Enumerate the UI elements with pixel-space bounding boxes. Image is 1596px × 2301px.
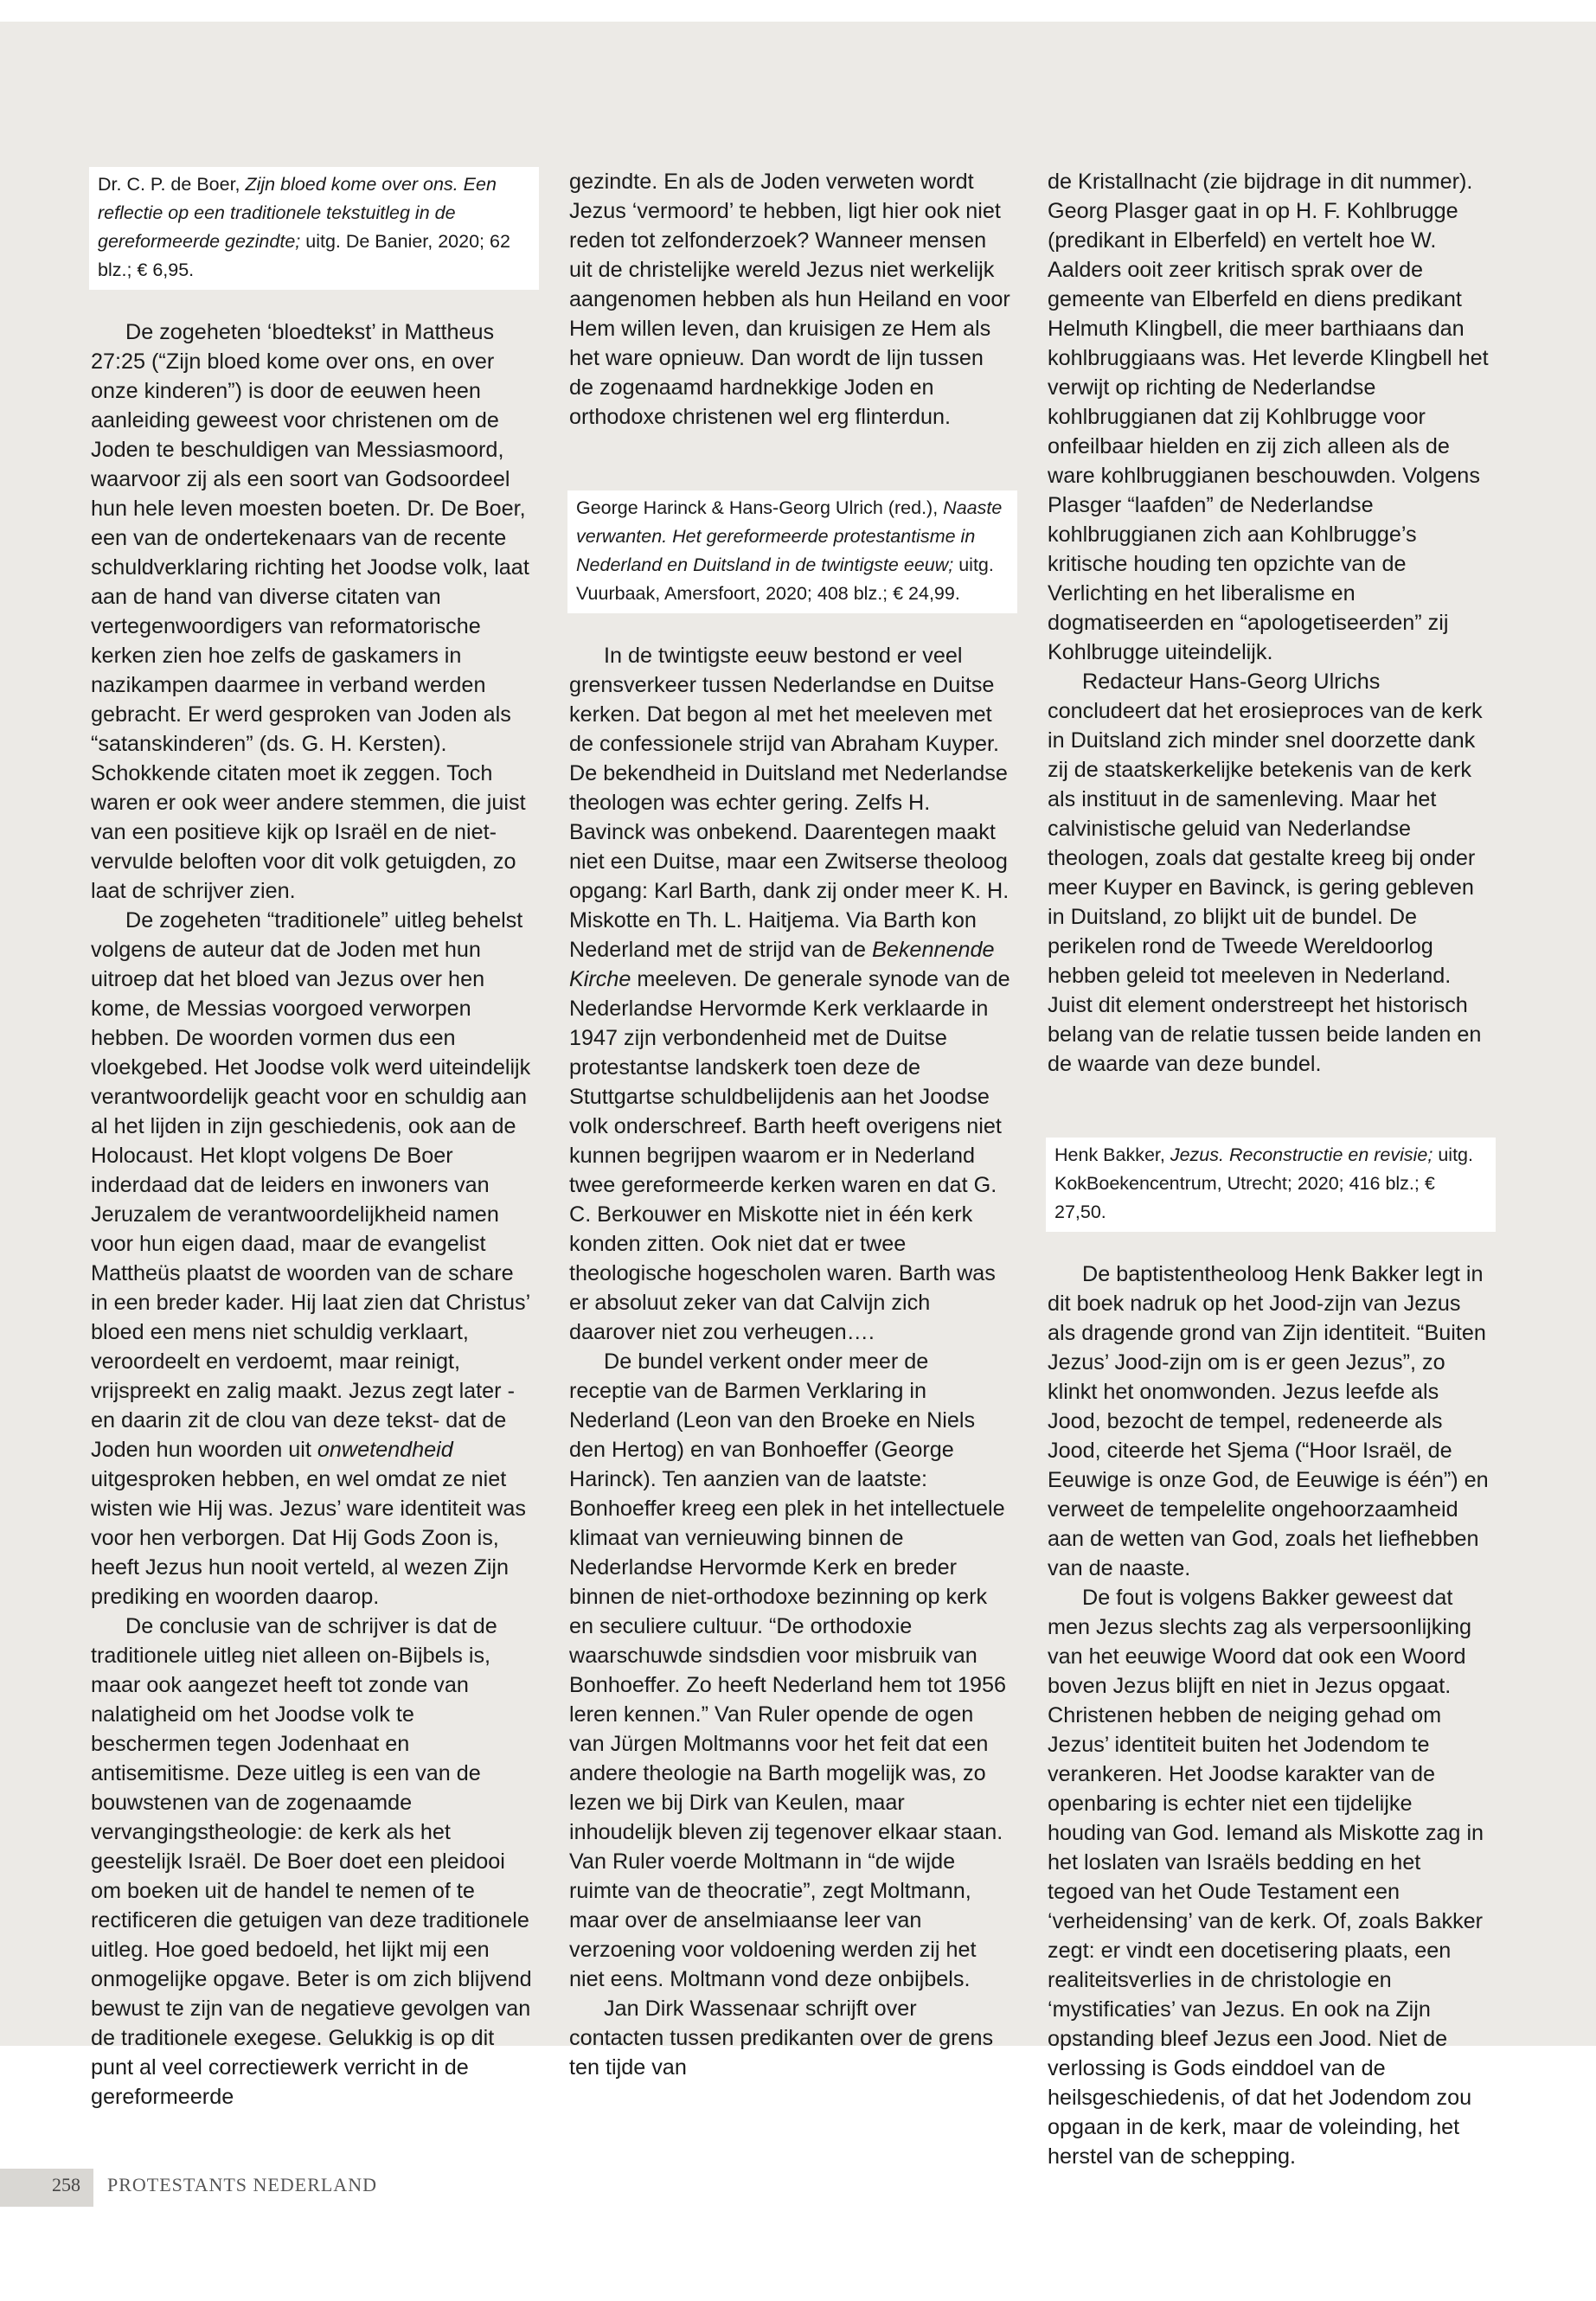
book-reference-box-1 (89, 167, 539, 290)
paragraph: De conclusie van de schrijver is dat de traditionele uitleg niet alleen on-Bijbels is, maar ook aangezet heeft tot zonde van nalatigheid om het Joodse volk te beschermen tegen Jodenhaat en antisemitisme. Deze uitleg is een van de bouwstenen van de zogenaamde vervangingstheologie: de kerk als het geestelijk Israël. De Boer doet een pleidooi om boeken uit de handel te nemen of te rectificeren die getuigen van deze traditionele uitleg. Hoe goed bedoeld, het lijkt mij een onmogelijke opgave. Beter is om zich blijvend bewust te zijn van de negatieve gevolgen van de traditionele exegese. Gelukkig is op dit punt al veel correctiewerk verricht in de gereformeerde (91, 1614, 532, 2109)
column-1 (91, 167, 532, 2112)
book-details: uitg. Vuurbaak, Amersfoort, 2020; 408 blz.; € 24,99. (576, 554, 994, 604)
book-title: Jezus. Reconstructie en revisie; (1170, 1144, 1433, 1165)
paragraph: De fout is volgens Bakker geweest dat men Jezus slechts zag als verpersoonlijking van het eeuwige Woord dat ook een Woord boven Jezus blijft en niet in Jezus opgaat. Christenen hebben de neiging gehad om Jezus’ identiteit buiten het Jodendom te verankeren. Het Joodse karakter van de openbaring is echter niet een tijdelijke houding van God. Iemand als Miskotte zag in het loslaten van Israëls bedding en het tegoed van het Oude Testament een ‘verheidensing’ van de kerk. Of, zoals Bakker zegt: er vindt een docetisering plaats, een realiteitsverlies in de christologie en ‘mystificaties’ van Jezus. En ook na Zijn opstanding bleef Jezus een Jood. Niet de verlossing is Gods einddoel van de heilsgeschiedenis, of dat het Jodendom zou opgaan in de kerk, maar de voleinding, het herstel van de schepping. (1048, 1586, 1484, 2169)
book-title: Zijn bloed kome over ons. Een reflectie op een traditionele tekstuitleg in de gereformeerde gezindte; (98, 174, 497, 252)
paragraph: De zogeheten ‘bloedtekst’ in Mattheus 27:25 (“Zijn bloed kome over ons, en over onze kinderen”) is door de eeuwen heen aanleiding geweest voor christenen om de Joden te beschuldigen van Messiasmoord, waarvoor zij als een soort van Godsoordeel hun hele leven moesten boeten. Dr. De Boer, een van de ondertekenaars van de recente schuldverklaring richting het Joodse volk, laat aan de hand van diverse citaten van vertegenwoordigers van reformatorische kerken zien hoe zelfs de gaskamers in nazikampen daarmee in verband werden gebracht. Er werd gesproken van Joden als “satanskinderen” (ds. G. H. Kersten). Schokkende citaten moet ik zeggen. Toch waren er ook weer andere stemmen, die juist van een positieve kijk op Israël en de niet-vervulde beloften voor dit volk getuigden, zo laat de schrijver zien. (91, 320, 529, 903)
book-title: Naaste verwanten. Het gereformeerde protestantisme in Nederland en Duitsland in de twintigste eeuw; (576, 497, 1003, 575)
column-2 (569, 167, 1010, 2082)
journal-name: PROTESTANTS NEDERLAND (107, 2174, 377, 2195)
column-3 (1048, 167, 1489, 2171)
page-number: 258 (52, 2174, 80, 2195)
book-author: George Harinck & Hans-Georg Ulrich (red.), (576, 497, 944, 518)
book-details: uitg. De Banier, 2020; 62 blz.; € 6,95. (98, 231, 510, 280)
paragraph: De baptistentheoloog Henk Bakker legt in dit boek nadruk op het Jood-zijn van Jezus als dragende grond van Zijn identiteit. “Buiten Jezus’ Jood-zijn om is er geen Jezus”, zo klinkt het onomwonden. Jezus leefde als Jood, bezocht de tempel, redeneerde als Jood, citeerde het Sjema (“Hoor Israël, de Eeuwige is onze God, de Eeuwige is één”) en verweet de tempelelite ongehoorzaamheid aan de wetten van God, zoals het liefhebben van de naaste. (1048, 1262, 1489, 1580)
paragraph: Jan Dirk Wassenaar schrijft over contacten tussen predikanten over de grens ten tijde van (569, 1997, 994, 2080)
book-reference-box-3 (1046, 1138, 1496, 1232)
book-details: uitg. KokBoekencentrum, Utrecht; 2020; 416 blz.; € 27,50. (1054, 1144, 1473, 1222)
paragraph: De bundel verkent onder meer de receptie van de Barmen Verklaring in Nederland (Leon van den Broeke en Niels den Hertog) en van Bonhoeffer (George Harinck). Ten aanzien van de laatste: Bonhoeffer kreeg een plek in het intellectuele klimaat van vernieuwing binnen de Nederlandse Hervormde Kerk en breder binnen de niet-orthodoxe bezinning op kerk en seculiere cultuur. “De orthodoxie waarschuwde sindsdien voor misbruik van Bonhoeffer. Zo heeft Nederland hem tot 1956 leren kennen.” Van Ruler opende de ogen van Jürgen Moltmanns voor het feit dat een andere theologie na Barth mogelijk was, zo lezen we bij Dirk van Keulen, maar inhoudelijk bleven zij tegenover elkaar staan. Van Ruler voerde Moltmann in “de wijde ruimte van de theocratie”, zegt Moltmann, maar over de anselmiaanse leer van verzoening voor voldoening werden zij het niet eens. Moltmann vond deze onbijbels. (569, 1349, 1007, 1991)
paragraph: In de twintigste eeuw bestond er veel grensverkeer tussen Nederlandse en Duitse kerken. Dat begon al met het meeleven met de confessionele strijd van Abraham Kuyper. De bekendheid in Duitsland met Nederlandse theologen was echter gering. Zelfs H. Bavinck was onbekend. Daarentegen maakt niet een Duitse, maar een Zwitserse theoloog opgang: Karl Barth, dank zij onder meer K. H. Miskotte en Th. L. Haitjema. Via Barth kon Nederland met de strijd van de Bekennende Kirche meeleven. De generale synode van de Nederlandse Hervormde Kerk verklaarde in 1947 zijn verbondenheid met de Duitse protestantse landskerk toen deze de Stuttgartse schuldbelijdenis aan het Joodse volk onderschreef. Barth heeft overigens niet kunnen begrijpen waarom er in Nederland twee gereformeerde kerken waren en dat G. C. Berkouwer en Miskotte niet in één kerk konden zitten. Ook niet dat er twee theologische hogescholen waren. Barth was er absoluut zeker van dat Calvijn zich daarover niet zou verheugen…. (569, 644, 1010, 1344)
paragraph: Redacteur Hans-Georg Ulrichs concludeert dat het erosieproces van de kerk in Duitsland zich minder snel doorzette dank zij de staatskerkelijke betekenis van de kerk als instituut in de samenleving. Maar het calvinistische geluid van Nederlandse theologen, zoals dat gestalte kreeg bij onder meer Kuyper en Bavinck, is gering gebleven in Duitsland, zo blijkt uit de bundel. De perikelen rond de Tweede Wereldoorlog hebben geleid tot meeleven in Nederland. Juist dit element onderstreept het historisch belang van de relatie tussen beide landen en de waarde van deze bundel. (1048, 670, 1483, 1076)
paragraph: gezindte. En als de Joden verweten wordt Jezus ‘vermoord’ te hebben, ligt hier ook niet reden tot zelfonderzoek? Wanneer mensen uit de christelijke wereld Jezus niet werkelijk aangenomen hebben als hun Heiland en voor Hem willen leven, dan kruisigen ze Hem als het ware opnieuw. Dan wordt de lijn tussen de zogenaamd hardnekkige Joden en orthodoxe christenen wel erg flinterdun. (569, 170, 1010, 429)
paragraph: De zogeheten “traditionele” uitleg behelst volgens de auteur dat de Joden met hun uitroep dat het bloed van Jezus over hen kome, de Messias voorgoed verworpen hebben. De woorden vormen dus een vloekgebed. Het Joodse volk werd uiteindelijk verantwoordelijk geacht voor en schuldig aan al het lijden in zijn geschiedenis, ook aan de Holocaust. Het klopt volgens De Boer inderdaad dat de leiders en inwoners van Jeruzalem de verantwoordelijkheid namen voor hun eigen daad, maar de evangelist Mattheüs plaatst de woorden van de schare in een breder kader. Hij laat zien dat Christus’ bloed een mens niet schuldig verklaart, veroordeelt en verdoemt, maar reinigt, vrijspreekt en zalig maakt. Jezus zegt later -en daarin zit de clou van deze tekst- dat de Joden hun woorden uit onwetendheid uitgesproken hebben, en wel omdat ze niet wisten wie Hij was. Jezus’ ware identiteit was voor hen verborgen. Dat Hij Gods Zoon is, heeft Jezus hun nooit verteld, al wezen Zijn prediking en woorden daarop. (91, 908, 531, 1609)
book-author: Henk Bakker, (1054, 1144, 1170, 1165)
book-reference-box-2 (567, 490, 1017, 613)
paragraph: de Kristallnacht (zie bijdrage in dit nummer). Georg Plasger gaat in op H. F. Kohlbrugge (predikant in Elberfeld) en vertelt hoe W. Aalders ooit zeer kritisch sprak over de gemeente van Elberfeld en diens predikant Helmuth Klingbell, die meer barthiaans dan kohlbruggiaans was. Het leverde Klingbell het verwijt op richting de Nederlandse kohlbruggianen dat zij Kohlbrugge voor onfeilbaar hielden en zij zich alleen als de ware kohlbruggianen beschouwden. Volgens Plasger “laafden” de Nederlandse kohlbruggianen zich aan Kohlbrugge’s kritische houding ten opzichte van de Verlichting en het liberalisme en dogmatiseerden en “apologetiseerden” zij Kohlbrugge uiteindelijk. (1048, 170, 1489, 664)
book-author: Dr. C. P. de Boer, (98, 174, 246, 195)
